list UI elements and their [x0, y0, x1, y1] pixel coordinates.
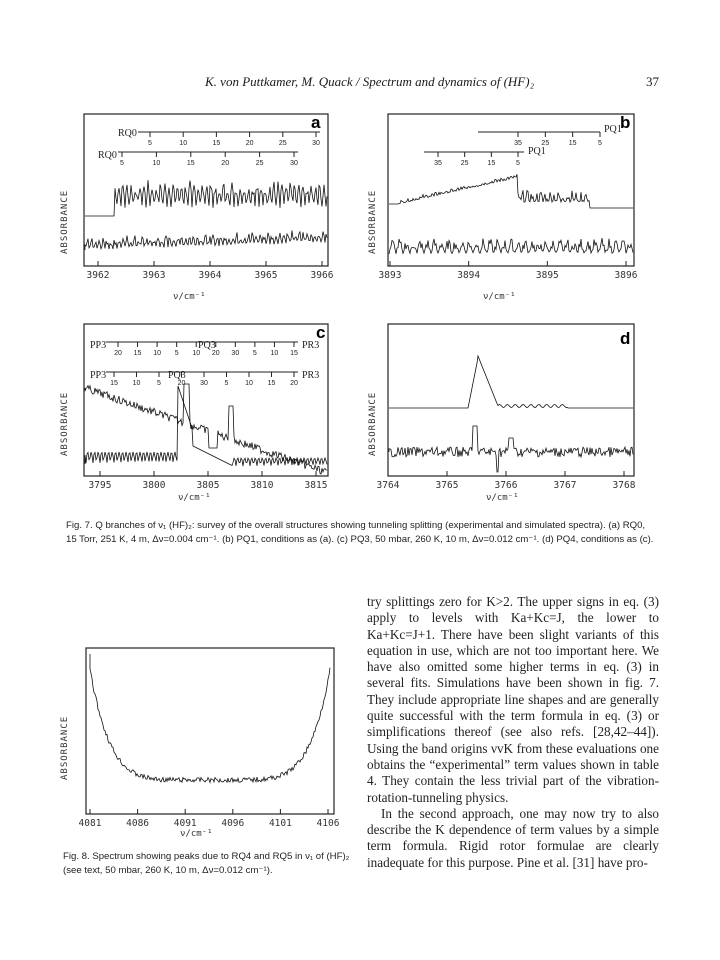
panel-d-label: d — [620, 329, 631, 348]
f8-xtick-label: 4081 — [78, 818, 102, 829]
panel-c-simulated-trace — [85, 386, 327, 466]
a-xtick-label: 3964 — [198, 270, 222, 281]
panel-b-experimental-trace — [389, 238, 633, 254]
panel-a-ylabel: ABSORBANCE — [60, 189, 70, 254]
fig8-trace — [90, 654, 330, 783]
b2-comb-label: 15 — [487, 160, 496, 167]
c1-comb-label: 10 — [153, 350, 162, 357]
fig7-caption: Fig. 7. Q branches of ν₁ (HF)₂: survey of the overall structures showing tunneling splitting (experimental and simulated spectra). (a) RQ0, 15 Torr, 251 K, 4 m, Δν=0.004 cm⁻¹. (b) PQ1, conditions as (a). (c) PQ3, 50 mbar, 260 K, 10 m, Δν=0.012 cm⁻¹. (d) PQ4, conditions as (c). — [66, 520, 654, 545]
c1-comb-label: 15 — [133, 350, 142, 357]
running-head: K. von Puttkamer, M. Quack / Spectrum and dynamics of (HF)₂ — [205, 74, 535, 89]
c2-comb-label: 5 — [157, 380, 161, 387]
panel-b-xlabel: ν/cm⁻¹ — [483, 292, 516, 302]
a2-comb-label: 20 — [221, 160, 230, 167]
running-header — [0, 74, 720, 96]
panel-a-branch2: RQ0 — [98, 150, 117, 161]
c1-comb-label: 20 — [211, 350, 220, 357]
a-xtick-label: 3966 — [310, 270, 334, 281]
b1-comb-label: 5 — [598, 140, 602, 147]
panel-b-branch1: PQ1 — [604, 124, 622, 135]
b1-comb-label: 35 — [514, 140, 522, 147]
body-text-column — [367, 594, 659, 871]
c2-comb-label: 15 — [267, 380, 276, 387]
c1-comb-label: 10 — [192, 350, 201, 357]
a1-comb-label: 10 — [179, 140, 188, 147]
panel-c-label: c — [316, 323, 326, 342]
a-xtick-label: 3962 — [86, 270, 110, 281]
fig8-ylabel: ABSORBANCE — [60, 715, 70, 780]
a2-comb-label: 25 — [255, 160, 264, 167]
a2-comb-label: 15 — [186, 160, 195, 167]
c1-comb-label: 30 — [231, 350, 240, 357]
b-xtick-label: 3894 — [457, 270, 481, 281]
panel-d-simulated-trace — [389, 356, 633, 408]
panel-d-xlabel: ν/cm⁻¹ — [486, 493, 519, 503]
panel-c-branch-q-bottom: PQ3 — [168, 370, 186, 381]
panel-b-simulated-trace — [389, 174, 633, 208]
c1-comb-label: 5 — [174, 350, 179, 357]
d-xtick-label: 3765 — [435, 480, 459, 491]
a-xtick-label: 3965 — [254, 270, 278, 281]
c2-comb-label: 30 — [200, 380, 208, 387]
c2-comb-label: 5 — [224, 380, 229, 387]
body-paragraph: In the second approach, one may now try to also describe the K dependence of term values by a simple term formula. Rigid rotor formulae are clearly inadequate for this purpose. Pine et al. [31] have pro- — [367, 805, 659, 870]
panel-c-branch-r-top: PR3 — [302, 340, 320, 351]
c2-comb-label: 20 — [177, 380, 186, 387]
a2-comb-label: 5 — [120, 160, 124, 167]
panel-fig8 — [58, 640, 348, 840]
c2-comb-label: 10 — [132, 380, 141, 387]
d-xtick-label: 3766 — [494, 480, 518, 491]
panel-d-experimental-trace — [389, 426, 633, 472]
a1-comb-label: 15 — [212, 140, 221, 147]
c2-comb-label: 10 — [245, 380, 253, 387]
panel-d-plot — [368, 316, 648, 506]
a1-comb-label: 5 — [148, 140, 152, 147]
panel-b — [368, 104, 648, 304]
c1-comb-label: 5 — [252, 350, 257, 357]
c-xtick-label: 3795 — [88, 480, 112, 491]
panel-b-plot — [368, 104, 648, 304]
b2-comb-label: 35 — [434, 160, 442, 167]
f8-xtick-label: 4091 — [173, 818, 197, 829]
a1-comb-label: 25 — [278, 140, 287, 147]
panel-b-label: b — [620, 113, 631, 132]
fig8-caption: Fig. 8. Spectrum showing peaks due to RQ4 and RQ5 in ν₁ of (HF)₂ (see text, 50 mbar, 260 K, 10 m, Δν=0.012 cm⁻¹). — [63, 851, 350, 876]
panel-a-experimental-trace — [85, 231, 327, 250]
panel-b-ylabel: ABSORBANCE — [368, 189, 378, 254]
panel-a-xlabel: ν/cm⁻¹ — [173, 292, 206, 302]
panel-c-branch-p-top: PP3 — [90, 340, 107, 351]
d-xtick-label: 3768 — [612, 480, 636, 491]
c-xtick-label: 3800 — [142, 480, 166, 491]
a1-comb-label: 30 — [312, 140, 320, 147]
panel-c-branch-q-top: PQ3 — [198, 340, 216, 351]
panel-a-simulated-trace — [85, 180, 327, 216]
panel-b-branch2: PQ1 — [528, 146, 546, 157]
b2-comb-label: 25 — [460, 160, 469, 167]
fig8-xlabel: ν/cm⁻¹ — [180, 829, 213, 839]
c1-comb-label: 20 — [114, 350, 122, 357]
page-number: 37 — [646, 74, 659, 89]
c-xtick-label: 3805 — [196, 480, 220, 491]
a-xtick-label: 3963 — [142, 270, 166, 281]
c2-comb-label: 15 — [110, 380, 118, 387]
fig8-plot — [58, 640, 348, 840]
panel-c-branch-p-bottom: PP3 — [90, 370, 107, 381]
c-xtick-label: 3810 — [250, 480, 274, 491]
a1-comb-label: 20 — [245, 140, 254, 147]
a2-comb-label: 10 — [152, 160, 161, 167]
c1-comb-label: 15 — [290, 350, 298, 357]
b1-comb-label: 15 — [568, 140, 577, 147]
d-xtick-label: 3767 — [553, 480, 577, 491]
b2-comb-label: 5 — [516, 160, 520, 167]
c1-comb-label: 10 — [270, 350, 279, 357]
b1-comb-label: 25 — [541, 140, 550, 147]
panel-d — [368, 316, 648, 506]
panel-a-label: a — [311, 113, 321, 132]
b-xtick-label: 3896 — [614, 270, 638, 281]
f8-xtick-label: 4096 — [221, 818, 245, 829]
d-xtick-label: 3764 — [376, 480, 400, 491]
c-xtick-label: 3815 — [304, 480, 328, 491]
panel-c-ylabel: ABSORBANCE — [60, 391, 70, 456]
c2-comb-label: 20 — [290, 380, 298, 387]
b-xtick-label: 3893 — [378, 270, 402, 281]
panel-d-ylabel: ABSORBANCE — [368, 391, 378, 456]
panel-c-branch-r-bottom: PR3 — [302, 370, 320, 381]
panel-a-plot — [58, 104, 338, 304]
a2-comb-label: 30 — [290, 160, 298, 167]
f8-xtick-label: 4106 — [316, 818, 340, 829]
body-paragraph: try splittings zero for K>2. The upper signs in eq. (3) apply to levels with Ka+Kc=J, the lower to Ka+Kc=J+1. There have been slight variants of this equation in use, which are not too important here. We have also omitted some higher terms in eq. (3) in several fits. Simulations have been shown in fig. 7. They include appropriate line shapes and are generally quite successful with the term formula in eq. (3) or simplifications thereof (see also refs. [28,42–44]). Using the band origins νvK from these evaluations one obtains the “experimental” term values shown in table 4. They contain the less trivial part of the vibration-rotation-tunneling physics. — [367, 594, 659, 805]
panel-a-branch1: RQ0 — [118, 128, 137, 139]
f8-xtick-label: 4086 — [126, 818, 150, 829]
panel-c-xlabel: ν/cm⁻¹ — [178, 493, 211, 503]
panel-a — [58, 104, 338, 304]
panel-c — [58, 316, 338, 506]
f8-xtick-label: 4101 — [268, 818, 292, 829]
panel-c-plot — [58, 316, 338, 506]
b-xtick-label: 3895 — [535, 270, 559, 281]
